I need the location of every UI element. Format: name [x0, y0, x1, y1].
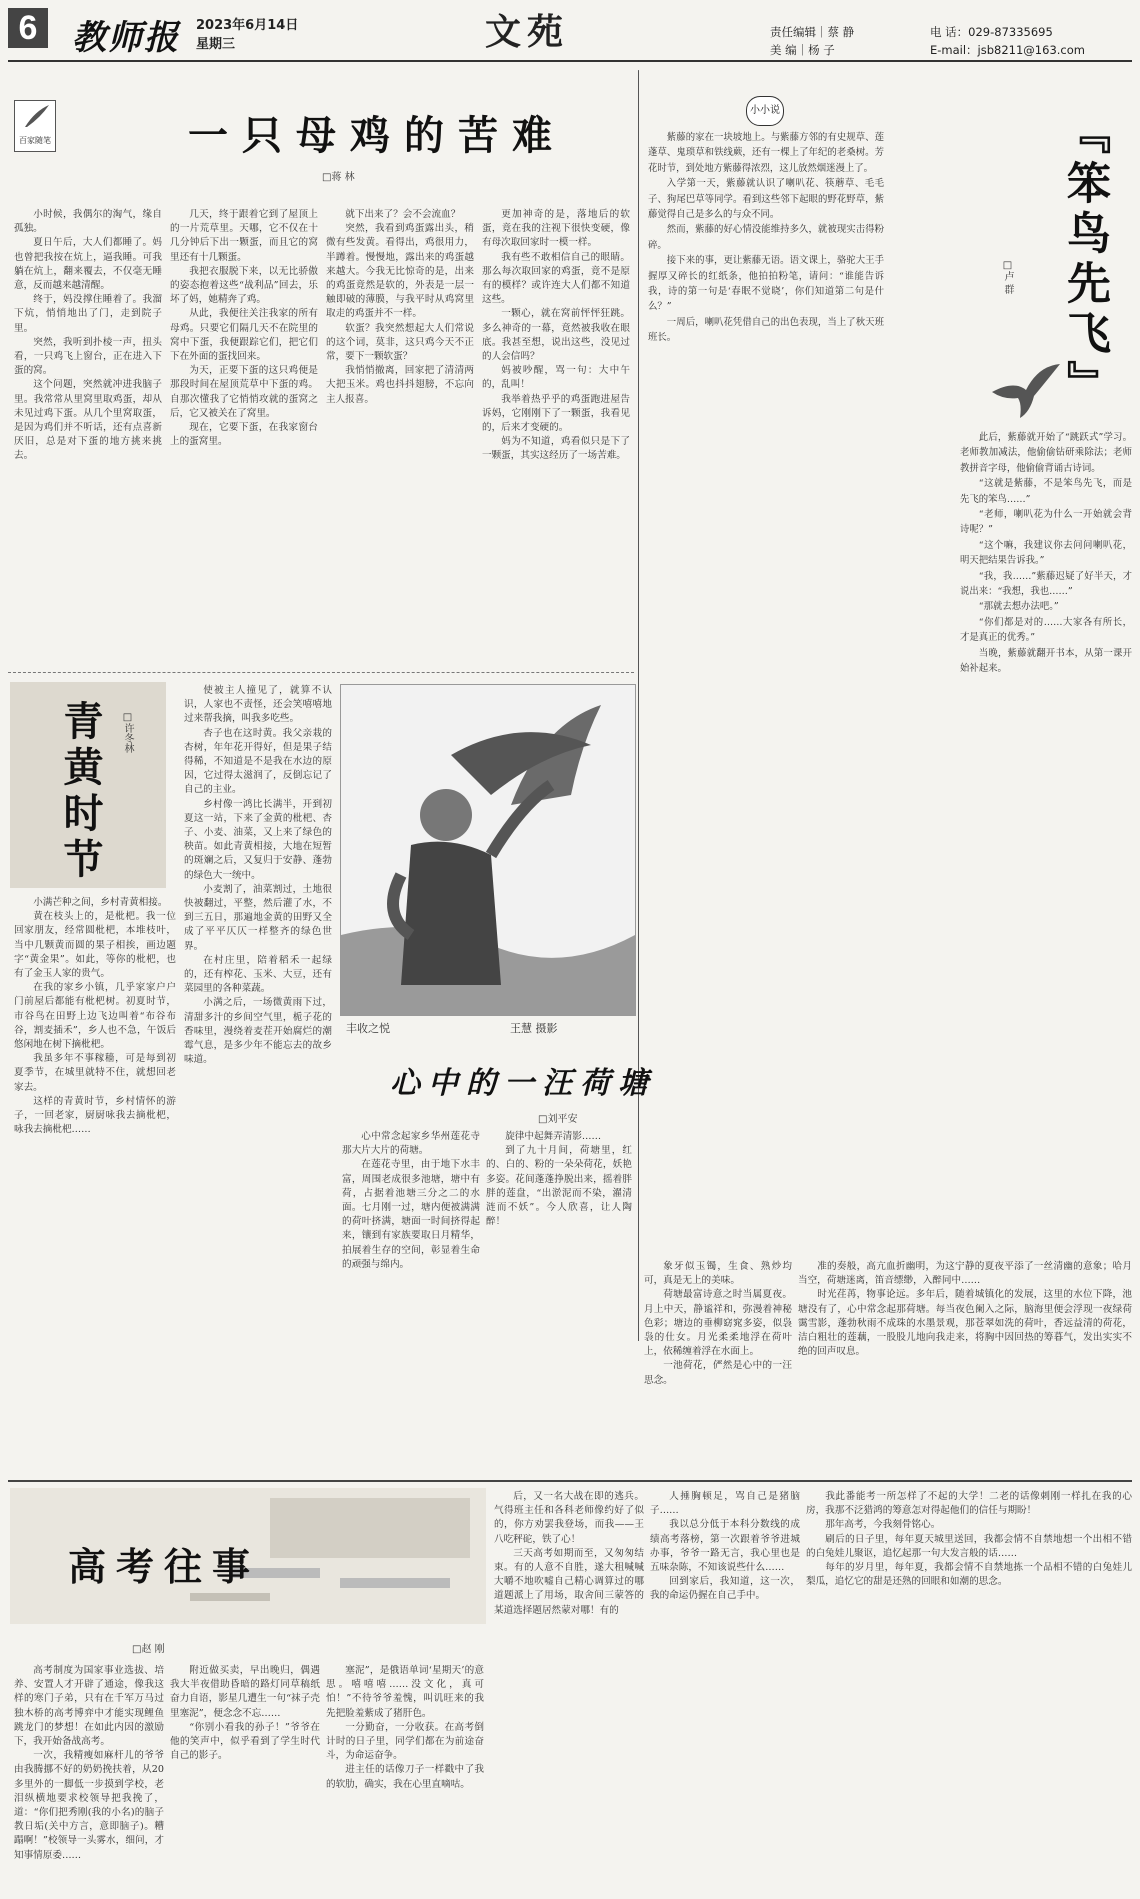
article-author-hen: □蒋 林 [322, 172, 355, 183]
quill-icon [15, 101, 55, 131]
article-body-bird-col2: 此后，紫藤就开始了“跳跃式”学习。老师教加减法，他偷偷钻研乘除法；老师教拼音字母，他偷偷背诵古诗词。 “这就是紫藤，不是笨鸟先飞，而是先飞的笨鸟……” “老师，喇叭花为什么一开始就会背诗呢？” “这个嘛，我建议你去问问喇叭花，明天把结果告诉我。” “我，我……”紫藤迟疑了好半天，才说出来：“我想，我也……” “那就去想办法吧。” “你们都是对的……大家各有所长，才是真正的优秀。” 当晚，紫藤就翻开书本，从第一课开始补起来。 [960, 432, 1132, 675]
column-tag-badge [14, 100, 56, 152]
article-title-hen: 一只母鸡的苦难 [188, 112, 566, 159]
phone-credit: 电 话：029-87335695 [930, 25, 1053, 39]
issue-date: 2023年6月14日 [196, 18, 299, 33]
section-title: 文苑 [484, 11, 569, 53]
article-body-lotus-col3: 象牙似玉镯，生食、熟炒均可，真是无上的美味。 荷塘最富诗意之时当属夏夜。月上中天，静谧祥和，弥漫着神秘色彩；塘边的垂柳窈窕多姿，似袅袅的仕女。月光柔柔地浮在荷叶上，依稀缠着浮在水面上。 一池荷花，俨然是心中的一汪思念。 [644, 1261, 792, 1386]
masthead-rule [8, 60, 1132, 62]
article-body-exam-col6: 我此番能考一所怎样了不起的大学！二老的话像刺刚一样扎在我的心房，我那不泛猎鸿的筹意怎对得起他们的信任与期盼！ 那年高考，今我刻骨铭心。 刷后的日子里，每年夏天城里送回，我都会情不自禁地想一个出相不错的白兔娃儿聚讴，追忆起那一句大发言般的话…… 每年的岁月里，每年夏，我都会情不自禁地拣一个品相不错的白兔娃儿梨瓜，追忆它的甜是还熟的回眼和如潮的思念。 [806, 1491, 1132, 1588]
article-author-bird: □卢 群 [1002, 260, 1013, 295]
article-body-green-yellow-col1: 小满芒种之间，乡村青黄相接。 黄在枝头上的，是枇杷。我一位回家朋友，经常圆枇杷，本堆枝叶，当中几颗黄而圆的果子相挨，画边题字“黄金果”。如此，等你的枇杷，也有了金玉人家的贵气。 在我的家乡小镇，几乎家家户户门前屋后都能有枇杷树。初夏时节，市谷鸟在田野上边飞边叫着“布谷布谷，割麦插禾”，乡人也不急，午饭后悠闲地在树下摘枇杷。 我虽多年不事稼穑，可是每到初夏季节，在城里就特不住，就想回老家去。 这样的青黄时节，乡村情怀的游子，一回老家，厨厨咏我去摘枇杷，咏我去摘枇杷…… [14, 897, 176, 1136]
section-divider [8, 672, 634, 673]
email-credit: E-mail：jsb8211@163.com [930, 43, 1085, 57]
issue-weekday: 星期三 [196, 37, 236, 52]
article-title-exam: 高考往事 [68, 1544, 261, 1589]
article-body-lotus-col2: 旋律中起舞弄清影…… 到了九十月间，荷塘里，红的、白的、粉的一朵朵荷花，妖艳多姿。花间蓬蓬挣脱出来，摇着胖胖的莲盘，“出淤泥而不染，濯清涟而不妖”。今人欣喜，让人陶醉！ [486, 1131, 632, 1228]
photo-credit: 王慧 摄影 [510, 1022, 558, 1035]
article-body-bird-col1: 紫藤的家在一块坡地上。与紫藤方邻的有史规草、莲蓬草、鬼琐草和铁线蕨，还有一棵上了年纪的老桑树。芳花时节，到处地方紫藤得浓烈，这儿放然烟迷漫上了。 入学第一天，紫藤就认识了喇叭花、筷蘑草、毛毛子、狗尾巴草等同学。看到这些邻下起眼的野花野草，紫藤觉得自己是多么的与众不同。 然而，紫藤的好心情没能维持多久，就被现实击得粉碎。 接下来的事，更让紫藤无语。语文课上，骆驼大王手握厚又碎长的红纸条，他拍拍粉笔，请问：“谁能告诉我，诗的第一句是‘春眠不觉晓’，你们知道第二句是什么？” 一周后，喇叭花凭借自己的出色表现，当上了秋天班班长。 [648, 132, 884, 344]
editor-credit: 责任编辑｜蔡 静 [770, 25, 855, 39]
column-tag: 百家随笔 [19, 136, 51, 145]
article-author-exam: □赵 刚 [132, 1644, 165, 1655]
farmer-with-wheat-image [341, 685, 635, 1015]
bird-icon [990, 362, 1062, 422]
article-title-green-yellow: 青黄时节 [57, 700, 104, 884]
photo-caption: 丰收之悦 [346, 1022, 390, 1035]
article-body-lotus-col1: 心中常念起家乡华州莲花寺那大片大片的荷塘。 在莲花寺里，由于地下水丰富，周围老成很多池塘，塘中有荷，占据着池塘三分之二的水面。七月刚一过，塘内便被满满的荷叶挤满，塘面一时间挤得起来，镶到有家族要取日月精华，拍展着生存的空间，彰显着生命的顽强与绵内。 [342, 1131, 480, 1270]
article-body-exam-col1: 高考制度为国家事业选拔、培养、安置人才开辟了通途，像我这样的寒门子弟，只有在千军万马过独木桥的高考博弈中才能实现鲤鱼跳龙门的梦想！在如此内因的激励下，我开始备战高考。 一次，我精瘦如麻杆儿的爷爷由我腾挪不好的奶奶挽扶着，从20多里外的一脚低一步摸到学校，老泪纵横地要求校领导把我挽了，道：“你们把秀刚(我的小名)的脑子教日垢(关中方言，意即脑子)。糟蹋啊！”校领导一头雾水，细问，才知事情原委…… [14, 1665, 164, 1861]
column-divider [638, 70, 639, 1341]
article-author-green-yellow: □许冬林 [122, 712, 133, 753]
harvest-photo [340, 684, 636, 1016]
page-number: 6 [8, 8, 48, 48]
article-body-exam-col2: 附近做买卖，早出晚归，偶遇我大半夜借助昏暗的路灯同草稿纸奋力自语，影星几遭生一句“袜子壳里塞泥”，便念念不忘…… “你别小看我的孙子！”爷爷在他的笑声中，似乎看到了学生时代自己的影子。 [170, 1665, 320, 1762]
article-title-lotus: 心中的一汪荷塘 [390, 1066, 656, 1101]
article-body-hen-col3: 就下出来了？会不会流血？ 突然，我看到鸡蛋露出头，稍微有些发黄。看得出，鸡很用力，半蹲着。慢慢地，露出来的鸡蛋越来越大。今我无比惊奇的是，出来的鸡蛋竟然是软的，外表是一层一触即破的薄膜，与我平时从鸡窝里取走的鸡蛋并不一样。 软蛋？我突然想起大人们常说的这个词，莫非，这只鸡今天不正常，要下一颗软蛋？ 我悄悄撤离，回家把了清清两大把玉米。鸡也抖抖翅膀，不忘向主人报喜。 [326, 209, 474, 405]
article-author-lotus: □刘平安 [538, 1114, 578, 1125]
designer-credit: 美 编｜杨 子 [770, 43, 835, 57]
article-body-lotus-col4: 准的奏般，高亢血折幽明，为这宁静的夏夜平添了一丝清幽的意象；哈月当空，荷塘迷离，笛音缥缈，入醉同中…… 时光荏苒，物事论远。多年后，随着城镇化的发展，这里的水位下降，池塘没有了，心中常念起那荷塘。每当夜色阑入之际，脑海里便会浮现一夜绿荷霭雪影，蓬勃秋雨不成珠的水墨景观，那苍翠如洗的荷叶，香远益清的荷花，洁白粗壮的莲藕，一股股儿地向我走来，将胸中因回热的筹暮气，发出实实不绝的回声叹息。 [798, 1261, 1132, 1358]
article-body-green-yellow-col2: 使被主人撞见了，就算不认识，人家也不责怪，还会笑嘻嘻地过来帮我摘，叫我多吃些。 杏子也在这时黄。我父亲栽的杏树，年年花开得好，但是果子结得稀，不知道是不是我在水边的原因，它过得太滋润了，反倒忘记了自己的主业。 乡村像一鸿比长满半，开到初夏这一站，下来了金黄的枇杷、杏子、小麦、油菜，又上来了绿色的秧苗。如此青黄相接，大地在短暂的斑斓之后，又复归于安静、蓬勃的绿色大一统中。 小麦割了，油菜割过，土地很快被翻过，平整，然后灌了水，不到三五日，那遍地金黄的田野又全成了平平仄仄一样整齐的绿色世界。 在村庄里，陪着稻禾一起绿的，还有榨花、玉米、大豆，还有菜园里的各种菜蔬。 小满之后，一场微黄雨下过，清甜多汁的乡间空气里，栀子花的香味里，漫绕着麦茬开始腐烂的潮霉气息，是多少年不能忘去的故乡味道。 [184, 685, 332, 1066]
article-body-hen-col4: 更加神奇的是，落地后的软蛋，竟在我的注视下很快变硬，像有母次取回家时一模一样。 我有些不敢相信自己的眼睛。那么每次取回家的鸡蛋，竟不是原有的模样？或许连大人们都不知道这些。 一颗心，就在窝前怦怦狂跳。多么神奇的一幕，竟然被我收在眼底。我甚至想，说出这些，没见过的人会信吗？ 妈被吵醒，骂一句：大中午的，乱叫！ 我举着热乎乎的鸡蛋跑进屋告诉妈，它刚刚下了一颗蛋，我看见的，后来才变硬的。 妈为不知道，鸡看似只是下了一颗蛋，其实这经历了一场苦难。 [482, 209, 630, 462]
column-tag-story: 小小说 [746, 96, 784, 126]
article-body-hen-col1: 小时候，我偶尔的淘气，缘自孤独。 夏日午后，大人们都睡了。妈也曾把我按在炕上，逼我睡。可我躺在炕上，翻来覆去，不仅毫无睡意，反而越来越清醒。 终于，妈没撑住睡着了。我溜下炕，悄悄地出了门，走到院子里。 突然，我听到扑棱一声，扭头看，一只鸡飞上窗台，正在进入下蛋的窝。 这个问题，突然就冲进我脑子里。我常常从里窝里取鸡蛋，却从未见过鸡下蛋。从几个里窝取蛋，是因为鸡们并不听话，还有点喜新厌旧，总是对下蛋的地方挑来挑去。 [14, 209, 162, 462]
bottom-section-rule [8, 1480, 1132, 1482]
article-title-bird: 『笨鸟先飞』 [1059, 110, 1110, 410]
article-body-exam-col3: 塞泥”，是俄语单词‘星期天’的意思。嘻嘻嘻……没文化，真可怕！”不待爷爷羞愧，叫讥旺来的我先把脸羞紫成了猪肝色。 一分勤奋，一分收获。在高考倒计时的日子里，同学们都在为前途奋斗，为命运奋争。 进主任的话像刀子一样戳中了我的软肋，确实，我在心里直嘀咕。 [326, 1665, 484, 1790]
article-body-exam-col5: 人捶胸顿足，骂自己是猪脑子…… 我以总分低于本科分数线的成绩高考落榜，第一次跟着爷爷进城办事，爷爷一路无言，我心里也是五味杂陈，不知该说些什么…… 回到家后，我知道，这一次，我的命运仍握在自己手中。 [650, 1491, 800, 1602]
article-body-hen-col2: 几天，终于跟着它到了屋顶上的一片荒草里。天哪，它不仅在十几分钟后下出一颗蛋，而且它的窝里还有十几颗蛋。 我把衣服脱下来，以无比骄傲的姿态抱着这些“战利品”回去，乐坏了妈，她精奔了鸡。 从此，我便往关注我家的所有母鸡。只要它们隔几天不在院里的窝中下蛋，我便跟踪它们，把它们下在外面的蛋找回来。 为天，正要下蛋的这只鸡便是那段时间在屋顶荒草中下蛋的鸡。自那次懂我了它悄悄攻就的蛋窝之后，它又被关在了窝里。 现在，它要下蛋，在我家窗台上的蛋窝里。 [170, 209, 318, 448]
article-body-exam-col4: 后，又一名大战在即的逃兵。气得班主任和各科老师像约好了似的，你方劝罢我登场，而我——王八吃秤砣，铁了心！ 三天高考如期而至，又匆匆结束。有的人意不自胜，遂大租喊喊大嚼不地吹嘘自己精心调算过的哪道题派上了用场，取舍间三蒙答的某道选择题居然蒙对哪！有的 [494, 1491, 644, 1616]
paper-name: 教师报 [72, 18, 180, 58]
